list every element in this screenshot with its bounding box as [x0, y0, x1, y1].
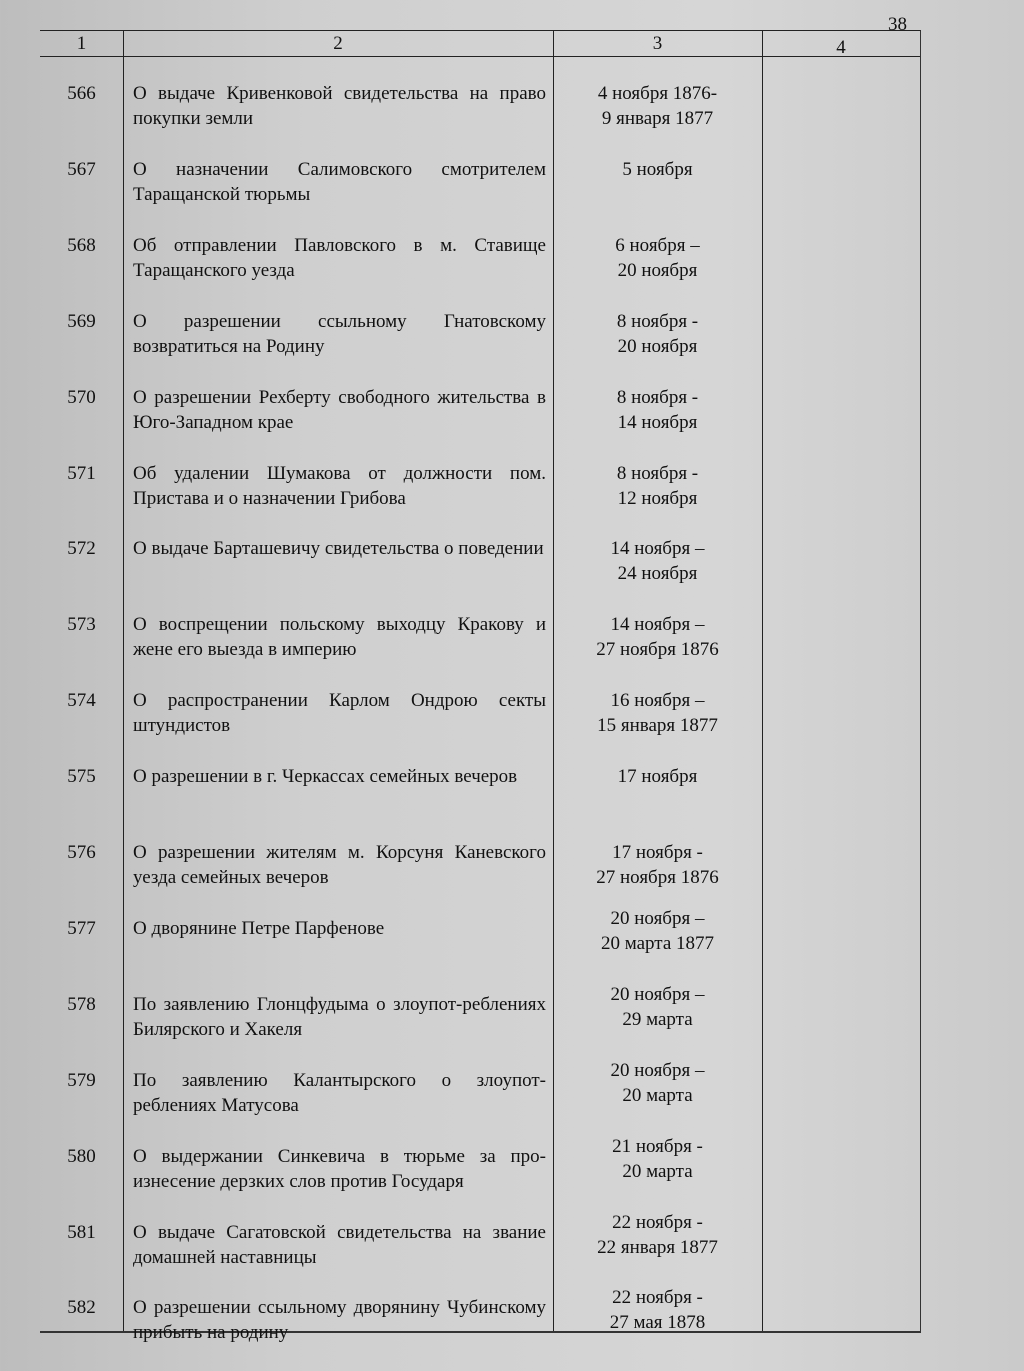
- date-end: 20 марта: [622, 1160, 693, 1182]
- table-row: [40, 309, 920, 385]
- row-number: 568: [67, 234, 96, 256]
- table-row: [40, 157, 920, 233]
- date-end: 29 марта: [622, 1008, 693, 1030]
- table-row: [40, 983, 920, 1068]
- date-start: 17 ноября: [617, 766, 698, 788]
- date-start: 16 ноября –: [610, 690, 705, 712]
- row-number: 571: [67, 462, 96, 484]
- row-number: 575: [67, 766, 96, 788]
- row-number: 570: [67, 386, 96, 408]
- row-date: [553, 385, 762, 435]
- row-date: [553, 81, 762, 131]
- date-start: 20 ноября –: [610, 1059, 705, 1081]
- row-title: О распространении Карлом Ондрою секты штундистов: [133, 690, 546, 737]
- row-date: [553, 536, 762, 586]
- row-title: Об удалении Шумакова от должности пом. Пристава и о назначении Грибова: [133, 462, 546, 509]
- date-end: 20 марта 1877: [600, 932, 715, 954]
- row-title: О воспрещении польскому выходцу Кракову и жене его выезда в империю: [133, 614, 546, 661]
- date-start: 14 ноября –: [610, 614, 705, 636]
- row-date: [553, 461, 762, 511]
- table-row: [40, 907, 920, 992]
- row-title: О дворянине Петре Парфенове: [133, 917, 385, 939]
- date-start: 6 ноября –: [615, 234, 700, 256]
- date-start: 22 ноября -: [612, 1211, 703, 1233]
- row-date: [553, 688, 762, 738]
- date-start: 5 ноября: [622, 158, 693, 180]
- row-date: [553, 233, 762, 283]
- date-end: 9 января 1877: [601, 108, 714, 129]
- archive-table: [40, 30, 921, 1344]
- row-date: [553, 764, 762, 789]
- table-row: [40, 461, 920, 537]
- date-start: 22 ноября -: [612, 1287, 703, 1309]
- row-title: О назначении Салимовского смотрителем Таращанской тюрьмы: [133, 158, 546, 205]
- date-start: 14 ноября –: [610, 538, 705, 560]
- row-date: [553, 906, 762, 956]
- row-title: По заявлению Калантырского о злоупот-реблениях Матусова: [133, 1069, 546, 1116]
- page-number: 38: [888, 14, 907, 35]
- date-end: 27 ноября 1876: [596, 867, 719, 888]
- date-start: 8 ноября -: [616, 462, 699, 484]
- date-end: 27 ноября 1876: [596, 639, 719, 661]
- date-start: 21 ноября -: [612, 1135, 703, 1157]
- row-number: 581: [67, 1221, 96, 1243]
- row-title: О разрешении ссыльному Гнатовскому возвратиться на Родину: [133, 310, 546, 357]
- row-title: По заявлению Глонцфудыма о злоупот-реблениях Билярского и Хакеля: [133, 993, 546, 1040]
- table-row: [40, 1059, 920, 1144]
- table-row: [40, 840, 920, 916]
- row-title: О выдаче Кривенковой свидетельства на право покупки земли: [133, 83, 546, 129]
- row-date: [553, 1285, 762, 1335]
- table-row: [40, 1287, 920, 1371]
- row-date: [553, 309, 762, 359]
- row-number: 569: [67, 310, 96, 332]
- table-row: [40, 764, 920, 840]
- table-row: [40, 612, 920, 688]
- row-date: [553, 612, 762, 662]
- table-row: [40, 233, 920, 309]
- row-date: [553, 1134, 762, 1184]
- row-number: 574: [67, 690, 96, 712]
- row-date: [553, 157, 762, 182]
- row-title: О разрешении в г. Черкассах семейных вечеров: [133, 766, 518, 788]
- date-end: 20 марта: [622, 1084, 693, 1106]
- date-start: 20 ноября –: [610, 983, 705, 1005]
- row-date: [553, 1210, 762, 1260]
- row-number: 580: [67, 1145, 96, 1167]
- table-row: [40, 536, 920, 612]
- date-end: 24 ноября: [617, 563, 698, 585]
- date-end: 15 января 1877: [597, 715, 718, 737]
- date-end: 22 января 1877: [597, 1236, 718, 1258]
- date-start: 4 ноября 1876-: [597, 83, 718, 104]
- date-start: 20 ноября –: [610, 907, 705, 929]
- table-row: [40, 1135, 920, 1220]
- date-end: 27 мая 1878: [609, 1312, 706, 1334]
- row-date: [553, 1058, 762, 1108]
- row-title: О выдаче Сагатовской свидетельства на звание домашней наставницы: [133, 1221, 546, 1268]
- row-number: 582: [67, 1297, 96, 1319]
- column-header-2: 2: [333, 33, 343, 54]
- row-number: 572: [67, 538, 96, 560]
- table-row: [40, 1211, 920, 1296]
- row-number: 567: [67, 158, 96, 180]
- column-header-4: 4: [836, 37, 846, 58]
- date-end: 20 ноября: [617, 335, 698, 357]
- row-number: 579: [67, 1069, 96, 1091]
- row-title: Об отправлении Павловского в м. Ставище Таращанского уезда: [133, 234, 546, 281]
- row-number: 578: [67, 993, 96, 1015]
- row-title: О выдержании Синкевича в тюрьме за про-изнесение дерзких слов против Государя: [133, 1145, 546, 1192]
- row-date: [553, 982, 762, 1032]
- date-start: 8 ноября -: [616, 386, 699, 408]
- date-end: 20 ноября: [617, 259, 698, 281]
- row-title: О выдаче Барташевичу свидетельства о поведении: [133, 538, 544, 560]
- row-number: 566: [67, 83, 96, 104]
- row-number: 577: [67, 917, 96, 939]
- column-header-3: 3: [652, 33, 663, 54]
- table-row: [40, 81, 920, 157]
- date-start: 8 ноября -: [616, 310, 699, 332]
- row-date: [553, 840, 762, 890]
- table-row: [40, 385, 920, 461]
- date-end: 14 ноября: [617, 411, 698, 433]
- row-title: О разрешении Рехберту свободного жительства в Юго-Западном крае: [133, 386, 546, 433]
- row-title: О разрешении ссыльному дворянину Чубинскому прибыть на родину: [133, 1297, 546, 1344]
- row-number: 573: [67, 614, 96, 636]
- date-end: 12 ноября: [617, 487, 698, 509]
- table-row: [40, 688, 920, 764]
- date-start: 17 ноября -: [612, 842, 703, 863]
- column-header-1: 1: [76, 33, 87, 54]
- row-number: 576: [67, 842, 96, 863]
- row-title: О разрешении жителям м. Корсуня Каневского уезда семейных вечеров: [133, 842, 546, 888]
